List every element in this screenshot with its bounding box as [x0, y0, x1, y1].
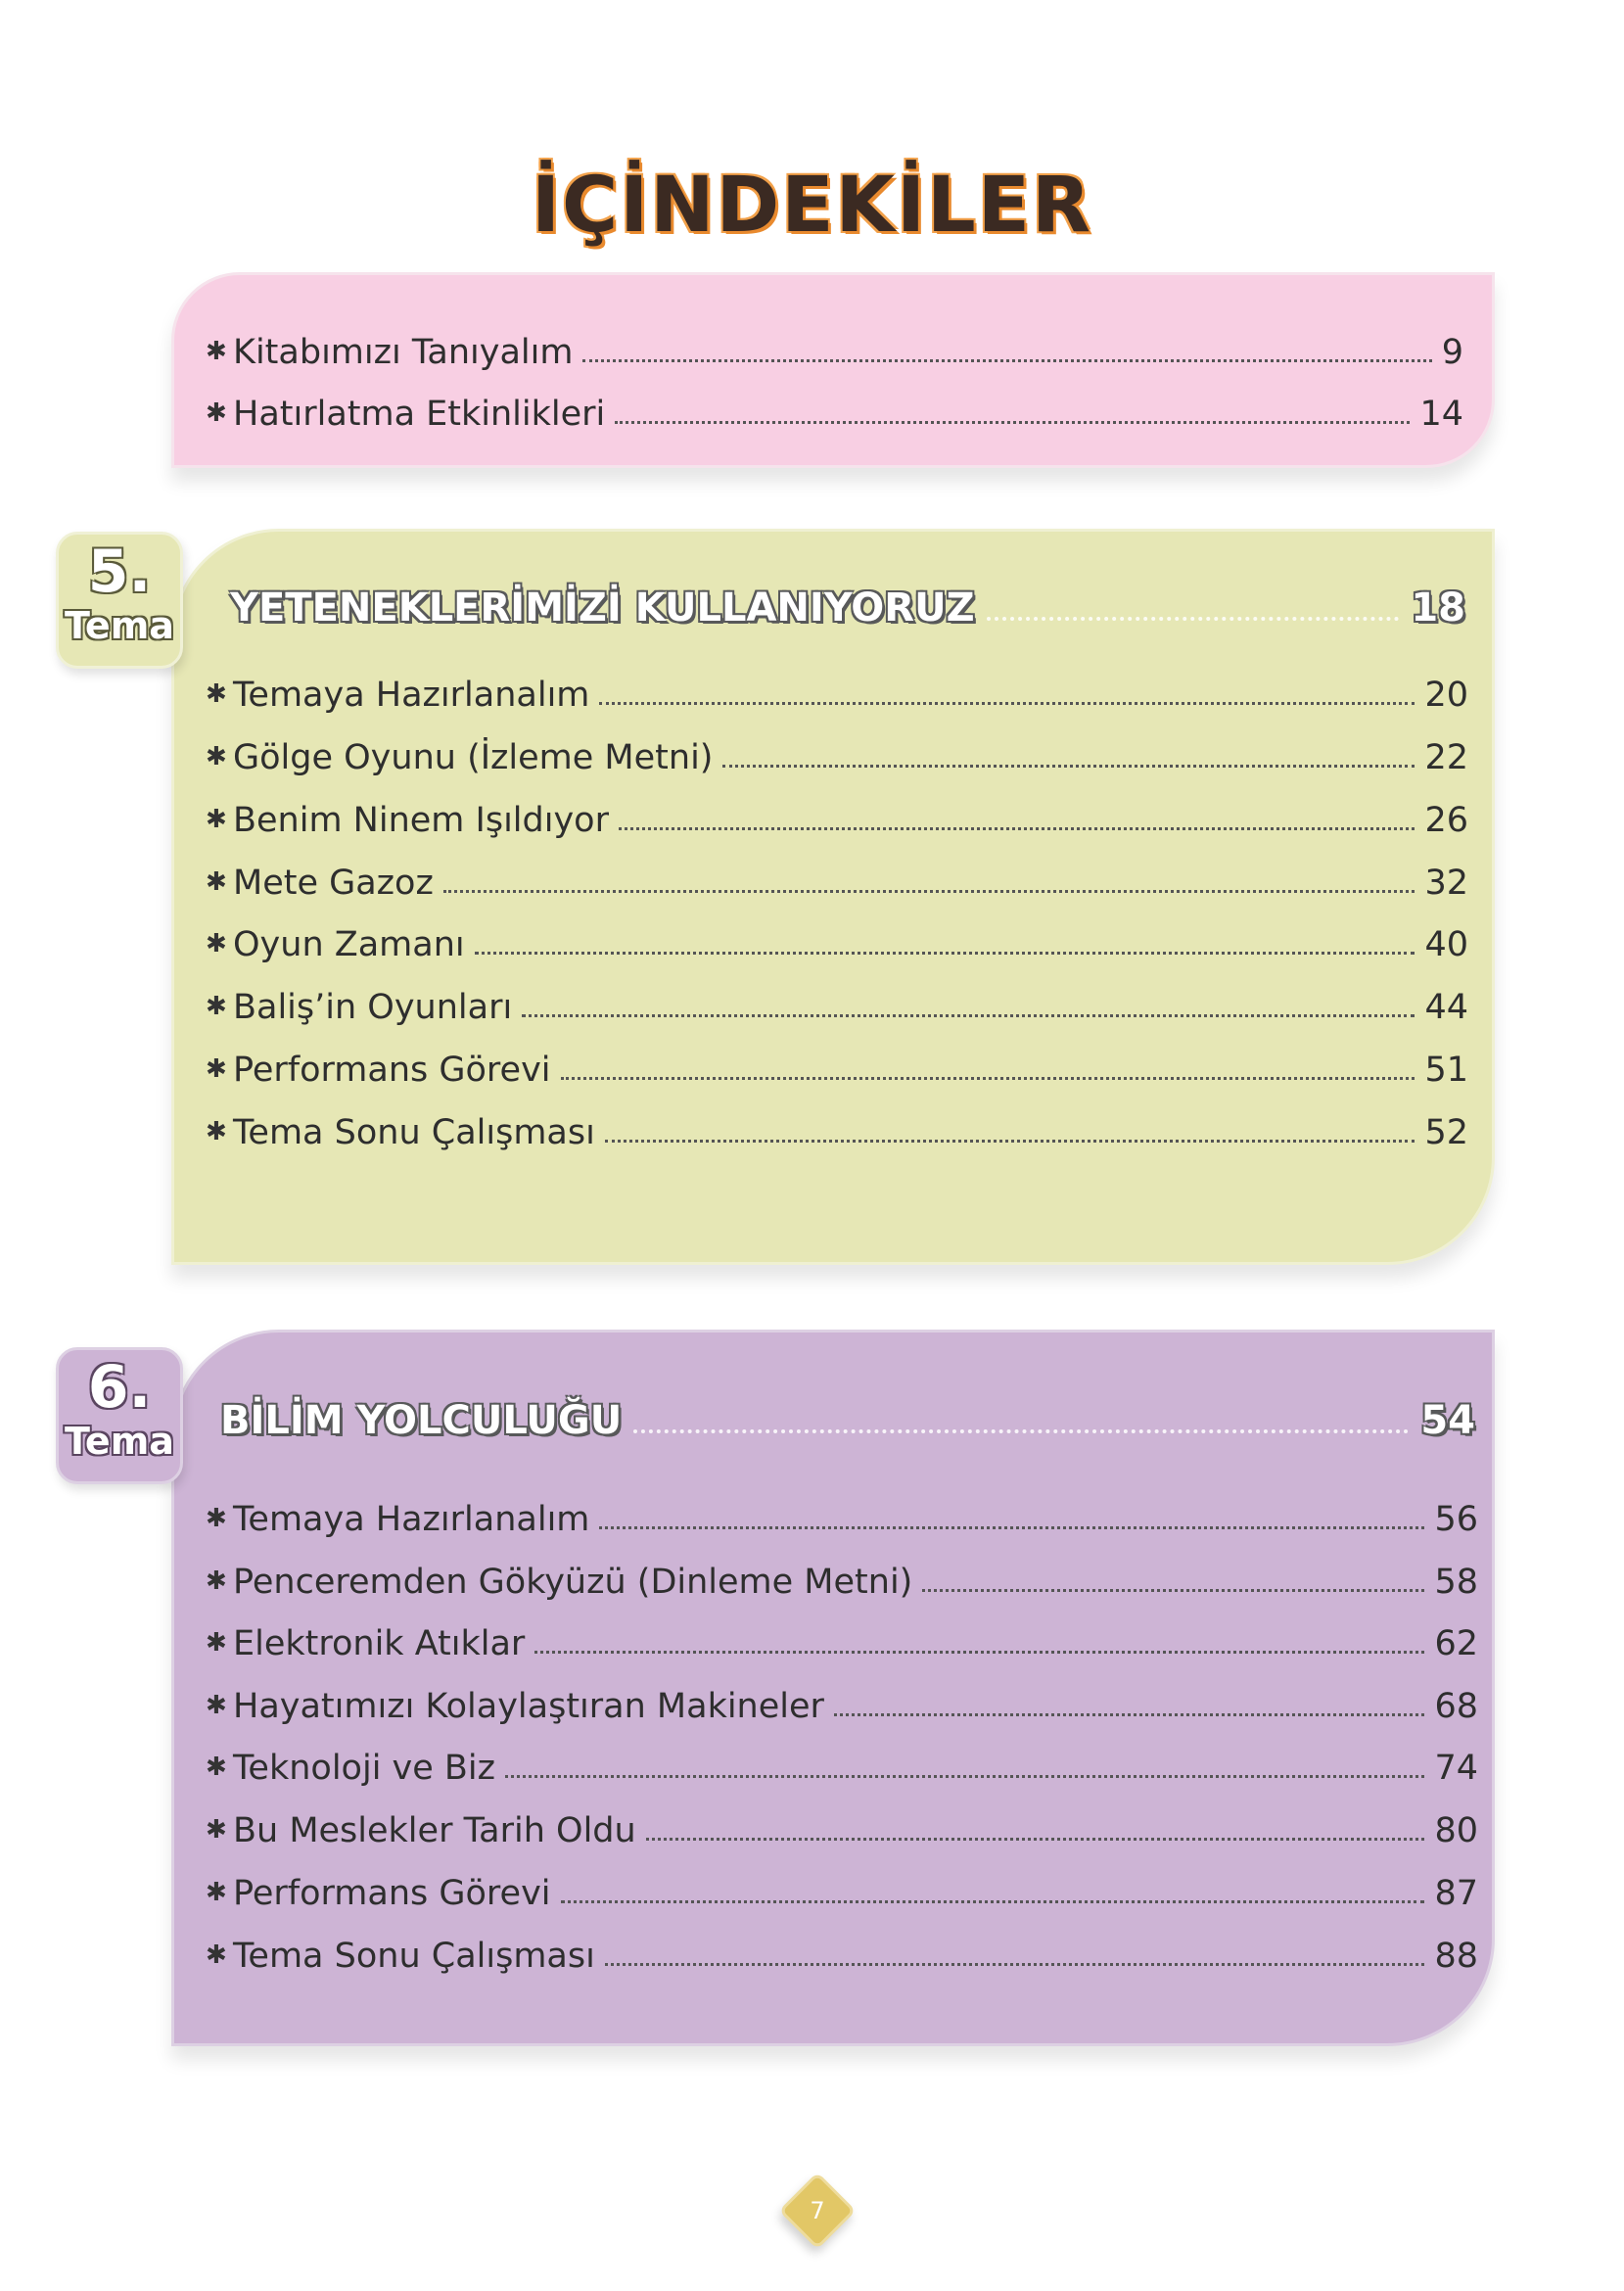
bullet-icon: ✱	[206, 1117, 227, 1146]
toc-page: 51	[1424, 1051, 1468, 1090]
toc-label: Hayatımızı Kolaylaştıran Makineler	[233, 1687, 824, 1726]
dot-leader	[722, 765, 1415, 768]
toc-entry[interactable]	[206, 666, 1468, 715]
tema-heading-text: YETENEKLERİMİZİ KULLANIYORUZ	[230, 585, 975, 631]
dot-leader	[605, 1963, 1425, 1966]
dot-leader	[443, 890, 1415, 893]
toc-label: Penceremden Gökyüzü (Dinleme Metni)	[233, 1563, 913, 1602]
toc-page: 87	[1434, 1874, 1478, 1913]
toc-page: 74	[1434, 1749, 1478, 1788]
tema-word: Tema	[65, 1420, 174, 1463]
toc-label: Oyun Zamanı	[233, 925, 465, 964]
bullet-icon: ✱	[206, 1054, 227, 1084]
toc-page: 40	[1424, 925, 1468, 964]
toc-label: Benim Ninem Işıldıyor	[233, 801, 609, 840]
dot-leader	[505, 1775, 1424, 1778]
toc-entry[interactable]	[206, 1490, 1478, 1539]
toc-entry[interactable]	[206, 1864, 1478, 1913]
toc-page: 22	[1424, 738, 1468, 777]
toc-label: Temaya Hazırlanalım	[233, 676, 590, 715]
dot-leader	[561, 1900, 1425, 1903]
dot-leader	[534, 1651, 1424, 1654]
dot-leader	[615, 421, 1410, 424]
toc-label: Mete Gazoz	[233, 864, 434, 903]
dot-leader	[922, 1589, 1424, 1592]
toc-label: Bu Meslekler Tarih Oldu	[233, 1811, 636, 1850]
toc-page: 58	[1434, 1563, 1478, 1602]
bullet-icon: ✱	[206, 337, 227, 366]
page-title: İÇİNDEKİLER	[531, 162, 1093, 250]
toc-label: Tema Sonu Çalışması	[233, 1113, 595, 1152]
toc-label: Elektronik Atıklar	[233, 1624, 526, 1663]
toc-label: Teknoloji ve Biz	[233, 1749, 496, 1788]
toc-page: 56	[1434, 1500, 1478, 1539]
toc-page: 44	[1424, 988, 1468, 1027]
toc-entry[interactable]	[206, 1801, 1478, 1850]
toc-label: Temaya Hazırlanalım	[233, 1500, 590, 1539]
tema-heading-text: BİLİM YOLCULUĞU	[220, 1398, 623, 1443]
toc-entry[interactable]	[206, 1553, 1478, 1602]
dot-leader	[599, 702, 1415, 705]
dot-leader	[522, 1014, 1415, 1017]
dot-leader	[619, 827, 1415, 830]
toc-page: 26	[1424, 801, 1468, 840]
dot-leader	[834, 1713, 1425, 1716]
bullet-icon: ✱	[206, 1815, 227, 1845]
toc-entry[interactable]	[206, 1041, 1468, 1090]
tema-number: 5.	[87, 538, 152, 606]
toc-label: Hatırlatma Etkinlikleri	[233, 395, 606, 434]
toc-page: 14	[1419, 395, 1463, 434]
toc-label: Baliş’in Oyunları	[233, 988, 513, 1027]
bullet-icon: ✱	[206, 805, 227, 834]
dot-leader	[605, 1140, 1415, 1143]
tema-heading-page: 54	[1420, 1398, 1475, 1443]
toc-label: Performans Görevi	[233, 1051, 551, 1090]
bullet-icon: ✱	[206, 867, 227, 897]
toc-entry[interactable]	[206, 1739, 1478, 1788]
tema5-heading[interactable]	[230, 585, 1465, 631]
toc-label: Gölge Oyunu (İzleme Metni)	[233, 738, 714, 777]
toc-entry[interactable]	[206, 1614, 1478, 1663]
tema5-badge	[56, 532, 183, 669]
dot-leader	[599, 1526, 1424, 1529]
toc-entry[interactable]	[206, 854, 1468, 903]
bullet-icon: ✱	[206, 992, 227, 1021]
tema-number: 6.	[87, 1353, 152, 1422]
bullet-icon: ✱	[206, 1753, 227, 1782]
toc-entry[interactable]	[206, 728, 1468, 777]
toc-page: 68	[1434, 1687, 1478, 1726]
dot-leader	[633, 1429, 1409, 1433]
dot-leader	[582, 359, 1431, 362]
bullet-icon: ✱	[206, 679, 227, 709]
bullet-icon: ✱	[206, 1628, 227, 1658]
toc-entry[interactable]	[206, 791, 1468, 840]
tema-word: Tema	[65, 604, 174, 647]
toc-page: 9	[1441, 333, 1463, 372]
toc-page: 88	[1434, 1937, 1478, 1976]
bullet-icon: ✱	[206, 1878, 227, 1907]
dot-leader	[987, 617, 1400, 621]
toc-page: 32	[1424, 864, 1468, 903]
toc-page: 62	[1434, 1624, 1478, 1663]
toc-entry[interactable]	[206, 915, 1468, 964]
toc-entry[interactable]	[206, 1677, 1478, 1726]
tema-heading-page: 18	[1411, 585, 1465, 631]
toc-page: 20	[1424, 676, 1468, 715]
bullet-icon: ✱	[206, 742, 227, 771]
toc-entry[interactable]	[206, 1103, 1468, 1152]
page-number: 7	[810, 2197, 825, 2224]
bullet-icon: ✱	[206, 1504, 227, 1533]
toc-label: Tema Sonu Çalışması	[233, 1937, 595, 1976]
toc-label: Performans Görevi	[233, 1874, 551, 1913]
bullet-icon: ✱	[206, 1566, 227, 1596]
dot-leader	[646, 1838, 1425, 1841]
toc-label: Kitabımızı Tanıyalım	[233, 333, 574, 372]
toc-entry[interactable]	[206, 1927, 1478, 1976]
toc-entry-hatirlatma-etkinlikleri[interactable]	[206, 385, 1463, 434]
toc-page: 52	[1424, 1113, 1468, 1152]
toc-entry[interactable]	[206, 978, 1468, 1027]
dot-leader	[475, 952, 1415, 955]
dot-leader	[561, 1077, 1415, 1080]
bullet-icon: ✱	[206, 929, 227, 958]
toc-entry-kitabimizi-taniyalim[interactable]	[206, 323, 1463, 372]
bullet-icon: ✱	[206, 1691, 227, 1720]
bullet-icon: ✱	[206, 1940, 227, 1970]
tema6-badge	[56, 1347, 183, 1484]
tema6-heading[interactable]	[220, 1398, 1475, 1443]
toc-page: 80	[1434, 1811, 1478, 1850]
bullet-icon: ✱	[206, 398, 227, 428]
